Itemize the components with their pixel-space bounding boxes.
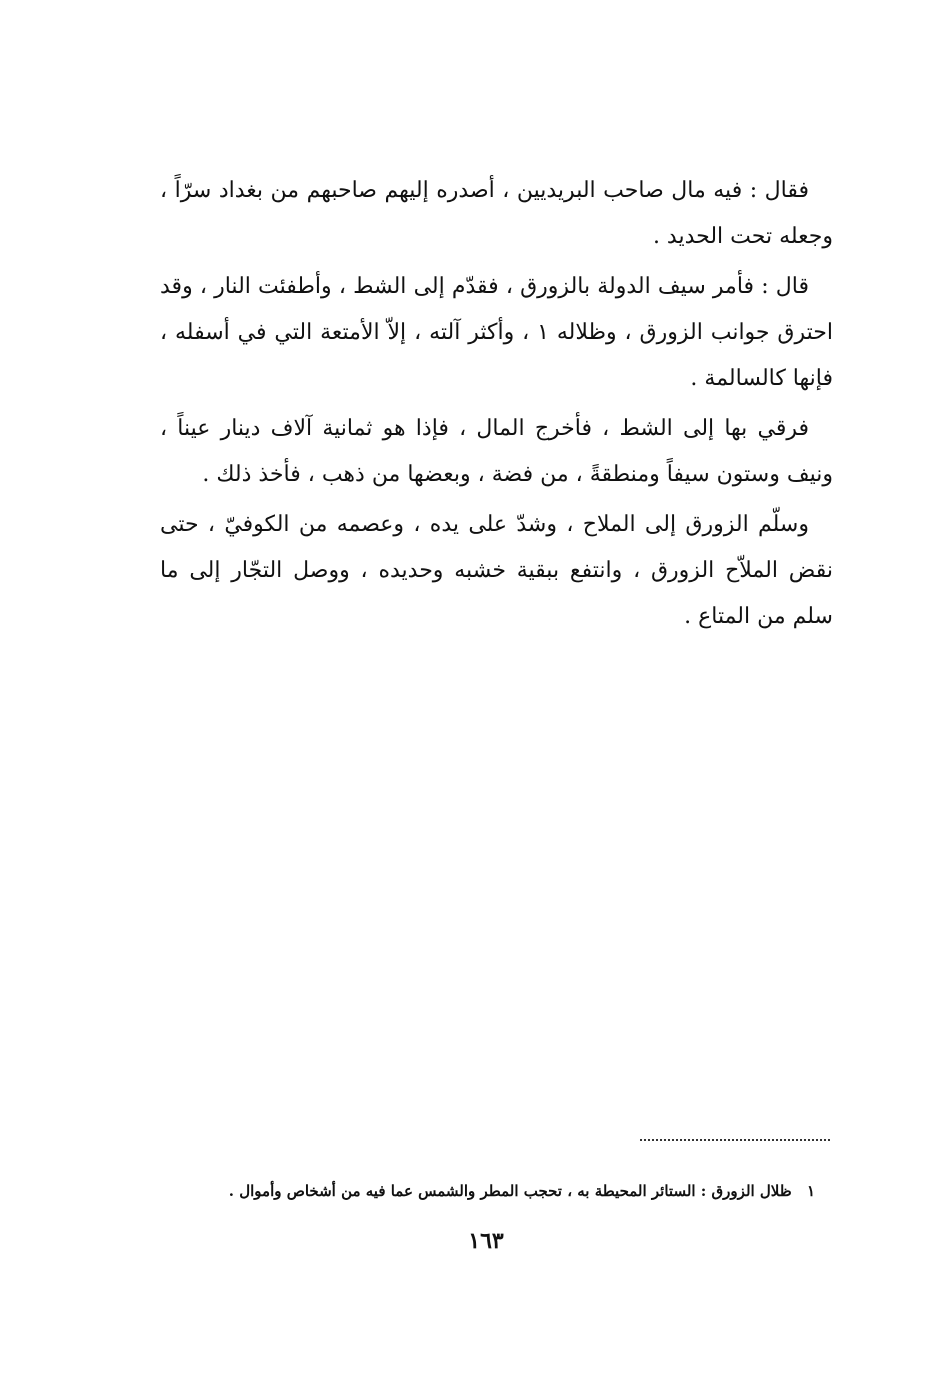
- paragraph-2: قال : فأمر سيف الدولة بالزورق ، فقدّم إلى الشط ، وأطفئت النار ، وقد احترق جوانب الزورق ، وظلاله ١ ، وأكثر آلته ، إلاّ الأمتعة التي في أسفله ، فإنها كالسالمة .: [160, 274, 833, 391]
- paragraph-1: فقال : فيه مال صاحب البريديين ، أصدره إليهم صاحبهم من بغداد سرّاً ، وجعله تحت الحديد .: [160, 178, 833, 249]
- page-number: ١٦٣: [468, 1228, 504, 1254]
- paragraph-4: وسلّم الزورق إلى الملاح ، وشدّ على يده ، وعصمه من الكوفيّ ، حتى نقض الملاّح الزورق ، وانتفع ببقية خشبه وحديده ، ووصل التجّار إلى ما سلم من المتاع .: [160, 512, 833, 629]
- footnote-number: ١: [806, 1182, 815, 1200]
- footnote-text: ظلال الزورق : الستائر المحيطة به ، تحجب المطر والشمس عما فيه من أشخاص وأموال .: [228, 1182, 792, 1200]
- footnote: [155, 1176, 815, 1206]
- paragraph-3: فرقي بها إلى الشط ، فأخرج المال ، فإذا هو ثمانية آلاف دينار عيناً ، ونيف وستون سيفاً ومنطقةً ، من فضة ، وبعضها من ذهب ، فأخذ ذلك .: [160, 416, 833, 487]
- main-text: [160, 168, 833, 640]
- footnote-divider: [640, 1139, 830, 1141]
